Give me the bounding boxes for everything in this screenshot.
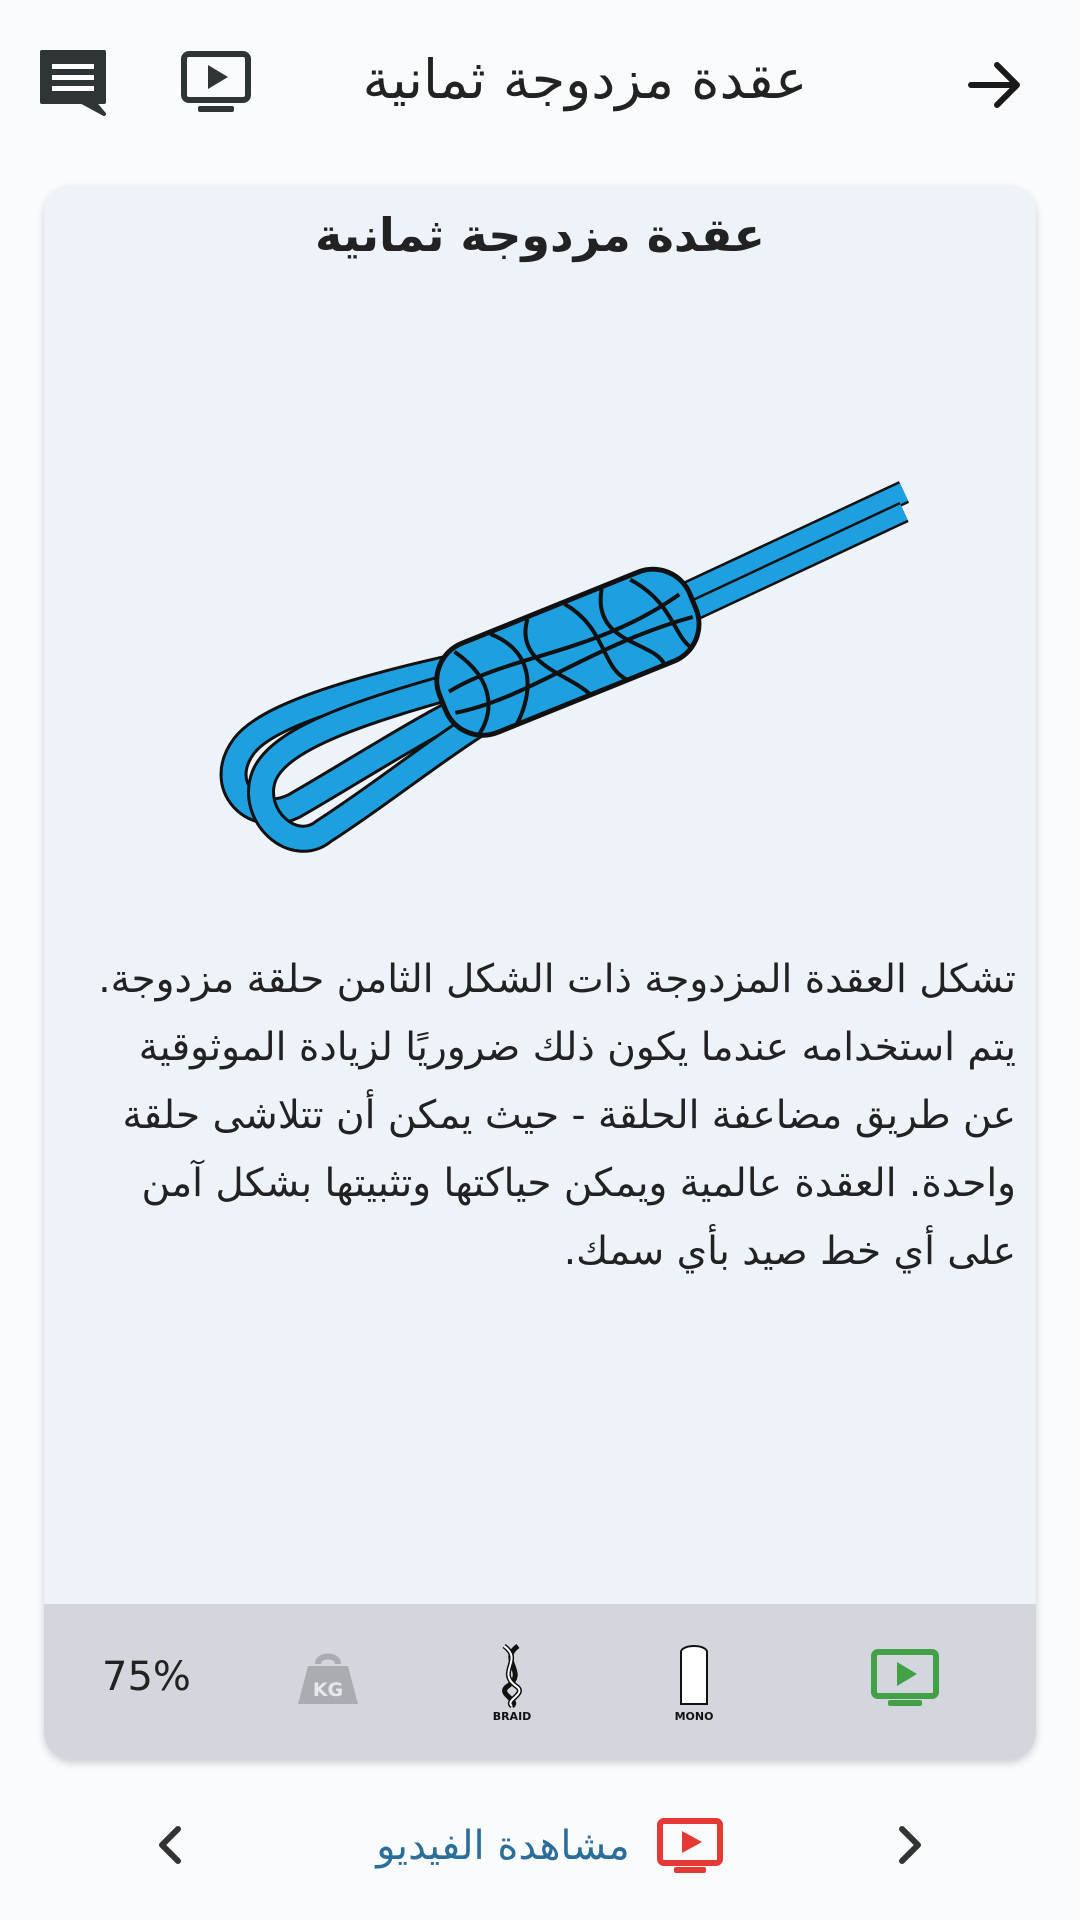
braid-line-icon [484,1642,540,1722]
knot-card [44,186,1036,1760]
knot-strength-value: 75% [102,1654,191,1700]
svg-text:KG: KG [312,1679,344,1701]
card-footer [44,1604,1036,1760]
tv-play-icon[interactable] [180,50,252,116]
bottom-navigation [0,1790,1080,1900]
page-title: عقدة مزدوجة ثمانية [362,48,808,111]
watch-video-button[interactable] [370,1806,730,1886]
kg-weight-icon [296,1650,360,1708]
card-title: عقدة مزدوجة ثمانية [315,208,765,262]
previous-knot-button[interactable] [140,1815,200,1875]
mono-line-icon [666,1642,722,1722]
svg-text:BRAID: BRAID [492,1710,532,1722]
arrow-right-icon[interactable] [965,55,1025,115]
video-available-icon[interactable] [870,1648,940,1710]
knot-description: تشكل العقدة المزدوجة ذات الشكل الثامن حلقة مزدوجة. يتم استخدامه عندما يكون ذلك ضروريًا لزيادة الموثوقية عن طريق مضاعفة الحلقة - حيث يمكن أن تتلاشى حلقة واحدة. العقدة عالمية ويمكن حياكتها وتثبيتها بشكل آمن على أي خط صيد بأي سمك. [98,957,1016,1274]
watch-video-label: مشاهدة الفيديو [376,1823,630,1869]
top-app-bar [0,0,1080,170]
next-knot-button[interactable] [880,1815,940,1875]
double-figure-eight-knot-illustration [214,406,914,1006]
video-play-icon [656,1817,724,1875]
svg-text:MONO: MONO [674,1710,714,1722]
chat-icon[interactable] [38,48,108,118]
